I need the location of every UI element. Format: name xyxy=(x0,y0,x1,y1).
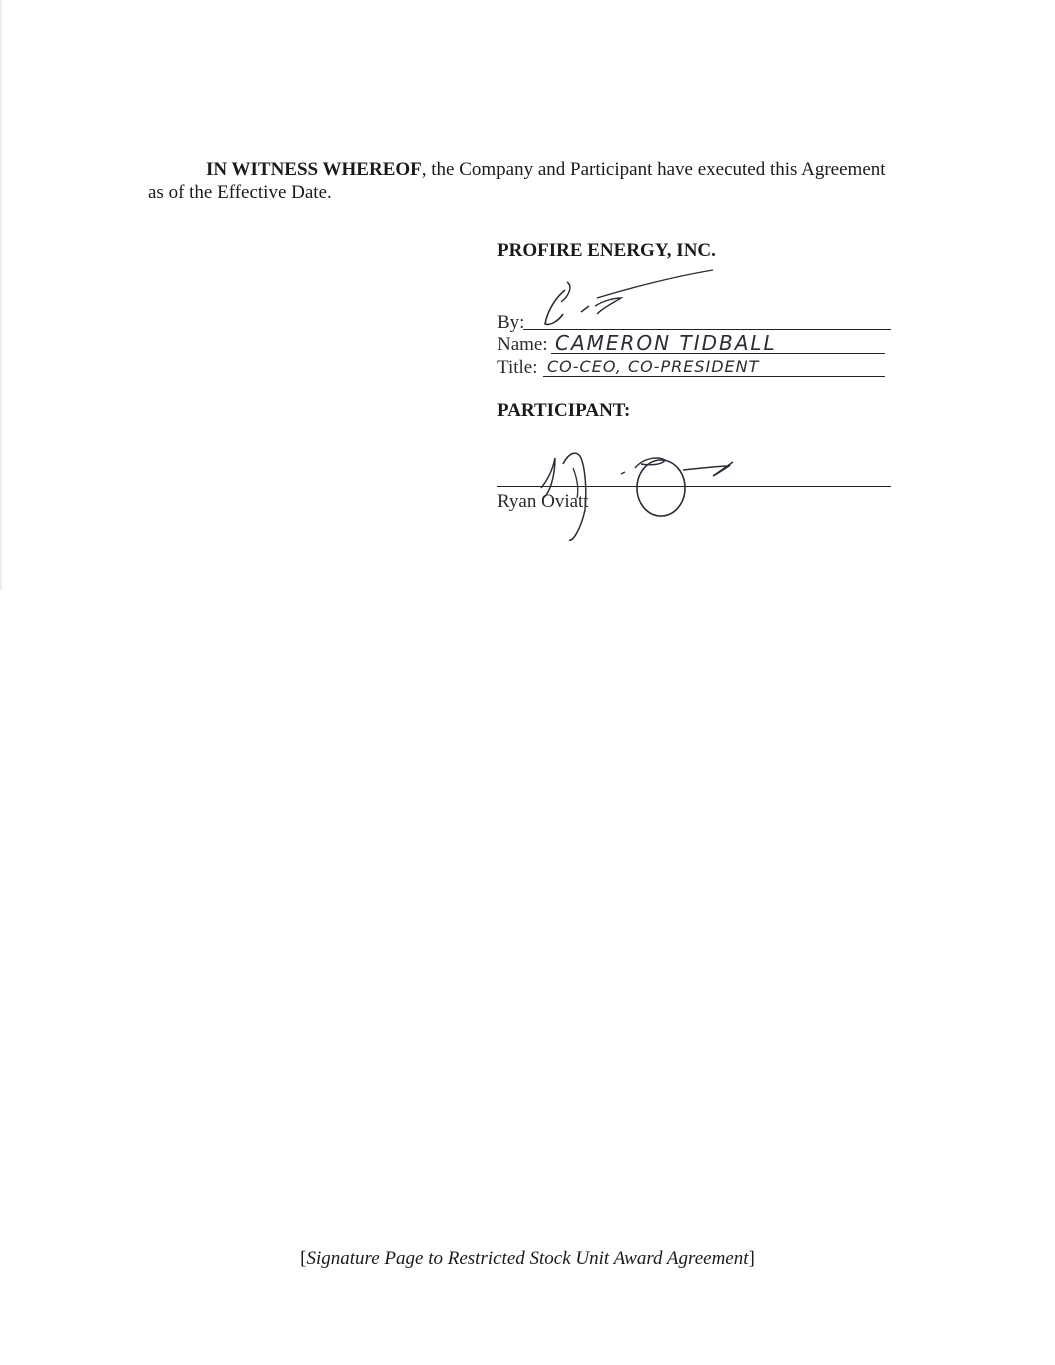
handwritten-signer-name: CAMERON TIDBALL xyxy=(555,331,777,355)
scan-edge-shadow xyxy=(0,0,2,590)
witness-paragraph xyxy=(148,158,918,204)
participant-signature xyxy=(533,448,753,548)
name-label: Name: xyxy=(497,334,548,355)
footer-text: Signature Page to Restricted Stock Unit Award Agreement xyxy=(306,1248,749,1269)
witness-line-1-rest: , the Company and Participant have executed this Agreement xyxy=(421,159,886,180)
witness-bold-lead: IN WITNESS WHEREOF xyxy=(206,159,422,180)
participant-printed-name: Ryan Oviatt xyxy=(497,491,589,512)
participant-heading: PARTICIPANT: xyxy=(497,400,631,421)
by-label: By: xyxy=(497,312,525,333)
footer-open-bracket: [ xyxy=(300,1248,307,1269)
title-label: Title: xyxy=(497,357,538,378)
company-signature xyxy=(537,268,727,332)
witness-line-2: as of the Effective Date. xyxy=(148,182,332,203)
title-line xyxy=(543,376,885,377)
handwritten-signer-title: CO-CEO, CO-PRESIDENT xyxy=(547,357,760,376)
footer-close-bracket: ] xyxy=(748,1248,755,1269)
footer-caption xyxy=(0,1248,1055,1270)
witness-line-1 xyxy=(148,158,918,181)
company-name: PROFIRE ENERGY, INC. xyxy=(497,240,716,261)
